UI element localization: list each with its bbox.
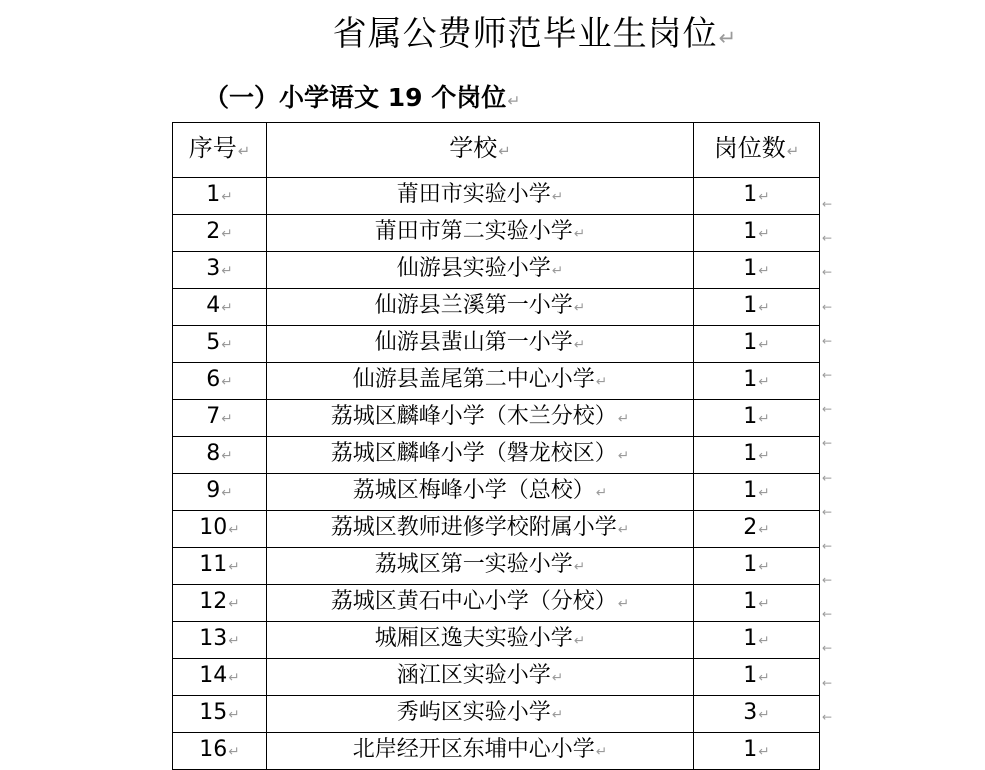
cell-count: 1↵ [694,289,820,326]
row-end-mark-icon: ← [822,231,833,246]
paragraph-mark-icon: ↵ [221,226,233,242]
paragraph-mark-icon: ↵ [786,142,800,160]
paragraph-mark-icon: ↵ [221,485,233,501]
cell-school: 荔城区梅峰小学（总校）↵ [267,474,694,511]
header-cell-number: 序号↵ [173,123,267,178]
cell-school: 荔城区麟峰小学（木兰分校）↵ [267,400,694,437]
table-row [173,733,820,770]
cell-school: 莆田市第二实验小学↵ [267,215,694,252]
positions-table [172,122,820,770]
paragraph-mark-icon: ↵ [228,670,240,686]
row-end-mark-icon: ← [822,504,833,519]
table-header-row [173,123,820,178]
cell-number: 12↵ [173,585,267,622]
paragraph-mark-icon: ↵ [758,189,770,205]
paragraph-mark-icon: ↵ [228,633,240,649]
cell-count: 2↵ [694,511,820,548]
paragraph-mark-icon: ↵ [758,744,770,760]
paragraph-mark-icon: ↵ [221,411,233,427]
paragraph-mark-icon: ↵ [573,300,586,316]
cell-number: 5↵ [173,326,267,363]
cell-count: 1↵ [694,585,820,622]
paragraph-mark-icon: ↵ [617,596,630,612]
paragraph-mark-icon: ↵ [573,559,586,575]
paragraph-mark-icon: ↵ [758,596,770,612]
cell-school: 城厢区逸夫实验小学↵ [267,622,694,659]
paragraph-mark-icon: ↵ [228,559,240,575]
table-row [173,585,820,622]
paragraph-mark-icon: ↵ [551,707,564,723]
cell-count: 1↵ [694,622,820,659]
cell-count: 1↵ [694,363,820,400]
table-row [173,437,820,474]
cell-count: 1↵ [694,400,820,437]
table-row [173,511,820,548]
cell-count: 1↵ [694,252,820,289]
paragraph-mark-icon: ↵ [758,707,770,723]
paragraph-mark-icon: ↵ [551,189,564,205]
table-row [173,548,820,585]
paragraph-mark-icon: ↵ [228,707,240,723]
cell-count: 1↵ [694,548,820,585]
paragraph-mark-icon: ↵ [758,485,770,501]
cell-number: 2↵ [173,215,267,252]
cell-number: 6↵ [173,363,267,400]
cell-count: 1↵ [694,326,820,363]
table-row [173,659,820,696]
cell-count: 1↵ [694,474,820,511]
row-end-mark-icon: ← [822,573,833,588]
paragraph-mark-icon: ↵ [498,142,511,160]
paragraph-mark-icon: ↵ [758,411,770,427]
paragraph-mark-icon: ↵ [507,92,521,110]
cell-school: 莆田市实验小学↵ [267,178,694,215]
header-cell-count: 岗位数↵ [694,123,820,178]
paragraph-mark-icon: ↵ [221,263,233,279]
paragraph-mark-icon: ↵ [758,337,770,353]
paragraph-mark-icon: ↵ [758,559,770,575]
table-row [173,289,820,326]
paragraph-mark-icon: ↵ [718,25,738,50]
row-end-mark-icon: ← [822,709,833,724]
cell-count: 1↵ [694,733,820,770]
paragraph-mark-icon: ↵ [595,744,608,760]
row-end-mark-icon: ← [822,197,833,211]
header-cell-school: 学校↵ [267,123,694,178]
cell-school: 荔城区教师进修学校附属小学↵ [267,511,694,548]
cell-number: 15↵ [173,696,267,733]
paragraph-mark-icon: ↵ [758,448,770,464]
section-heading-text: （一）小学语文 19 个岗位 [204,83,507,112]
paragraph-mark-icon: ↵ [617,522,630,538]
paragraph-mark-icon: ↵ [573,633,586,649]
paragraph-mark-icon: ↵ [595,374,608,390]
table-row [173,696,820,733]
table-row [173,400,820,437]
row-end-mark-icon: ← [822,265,833,280]
paragraph-mark-icon: ↵ [221,189,233,205]
cell-count: 1↵ [694,178,820,215]
cell-school: 仙游县蜚山第一小学↵ [267,326,694,363]
cell-number: 14↵ [173,659,267,696]
paragraph-mark-icon: ↵ [758,263,770,279]
cell-number: 13↵ [173,622,267,659]
cell-number: 16↵ [173,733,267,770]
row-end-mark-icon: ← [822,436,833,451]
cell-number: 4↵ [173,289,267,326]
row-end-mark-icon: ← [822,367,833,382]
cell-school: 仙游县兰溪第一小学↵ [267,289,694,326]
paragraph-mark-icon: ↵ [573,337,586,353]
paragraph-mark-icon: ↵ [228,744,240,760]
cell-number: 7↵ [173,400,267,437]
document-title-text: 省属公费师范毕业生岗位 [332,14,718,54]
paragraph-mark-icon: ↵ [221,337,233,353]
table-row [173,252,820,289]
paragraph-mark-icon: ↵ [228,596,240,612]
paragraph-mark-icon: ↵ [758,300,770,316]
cell-count: 1↵ [694,437,820,474]
paragraph-mark-icon: ↵ [228,522,240,538]
cell-count: 1↵ [694,215,820,252]
paragraph-mark-icon: ↵ [758,522,770,538]
cell-number: 9↵ [173,474,267,511]
cell-count: 3↵ [694,696,820,733]
cell-number: 1↵ [173,178,267,215]
row-end-mark-icon: ← [822,607,833,622]
cell-school: 秀屿区实验小学↵ [267,696,694,733]
cell-school: 仙游县实验小学↵ [267,252,694,289]
paragraph-mark-icon: ↵ [617,411,630,427]
section-heading [204,80,520,119]
table-row [173,363,820,400]
row-end-marks [822,174,836,724]
paragraph-mark-icon: ↵ [237,142,251,160]
row-end-mark-icon: ← [822,470,833,485]
cell-school: 荔城区麟峰小学（磐龙校区）↵ [267,437,694,474]
row-end-mark-icon: ← [822,675,833,690]
row-end-mark-icon: ← [822,402,833,417]
table-row [173,215,820,252]
cell-number: 11↵ [173,548,267,585]
table-row [173,474,820,511]
cell-school: 北岸经开区东埔中心小学↵ [267,733,694,770]
paragraph-mark-icon: ↵ [758,670,770,686]
row-end-mark-icon: ← [822,333,833,348]
cell-school: 荔城区第一实验小学↵ [267,548,694,585]
row-end-mark-icon: ← [822,299,833,314]
cell-number: 8↵ [173,437,267,474]
paragraph-mark-icon: ↵ [617,448,630,464]
paragraph-mark-icon: ↵ [551,263,564,279]
paragraph-mark-icon: ↵ [551,670,564,686]
paragraph-mark-icon: ↵ [221,300,233,316]
cell-count: 1↵ [694,659,820,696]
row-end-mark-icon: ← [822,538,833,553]
paragraph-mark-icon: ↵ [595,485,608,501]
paragraph-mark-icon: ↵ [573,226,586,242]
document-title [0,12,985,60]
cell-number: 10↵ [173,511,267,548]
paragraph-mark-icon: ↵ [758,633,770,649]
paragraph-mark-icon: ↵ [758,374,770,390]
table-row [173,326,820,363]
cell-school: 仙游县盖尾第二中心小学↵ [267,363,694,400]
table-row [173,622,820,659]
cell-school: 荔城区黄石中心小学（分校）↵ [267,585,694,622]
paragraph-mark-icon: ↵ [221,374,233,390]
cell-school: 涵江区实验小学↵ [267,659,694,696]
paragraph-mark-icon: ↵ [221,448,233,464]
paragraph-mark-icon: ↵ [758,226,770,242]
table-row [173,178,820,215]
cell-number: 3↵ [173,252,267,289]
row-end-mark-icon: ← [822,641,833,656]
